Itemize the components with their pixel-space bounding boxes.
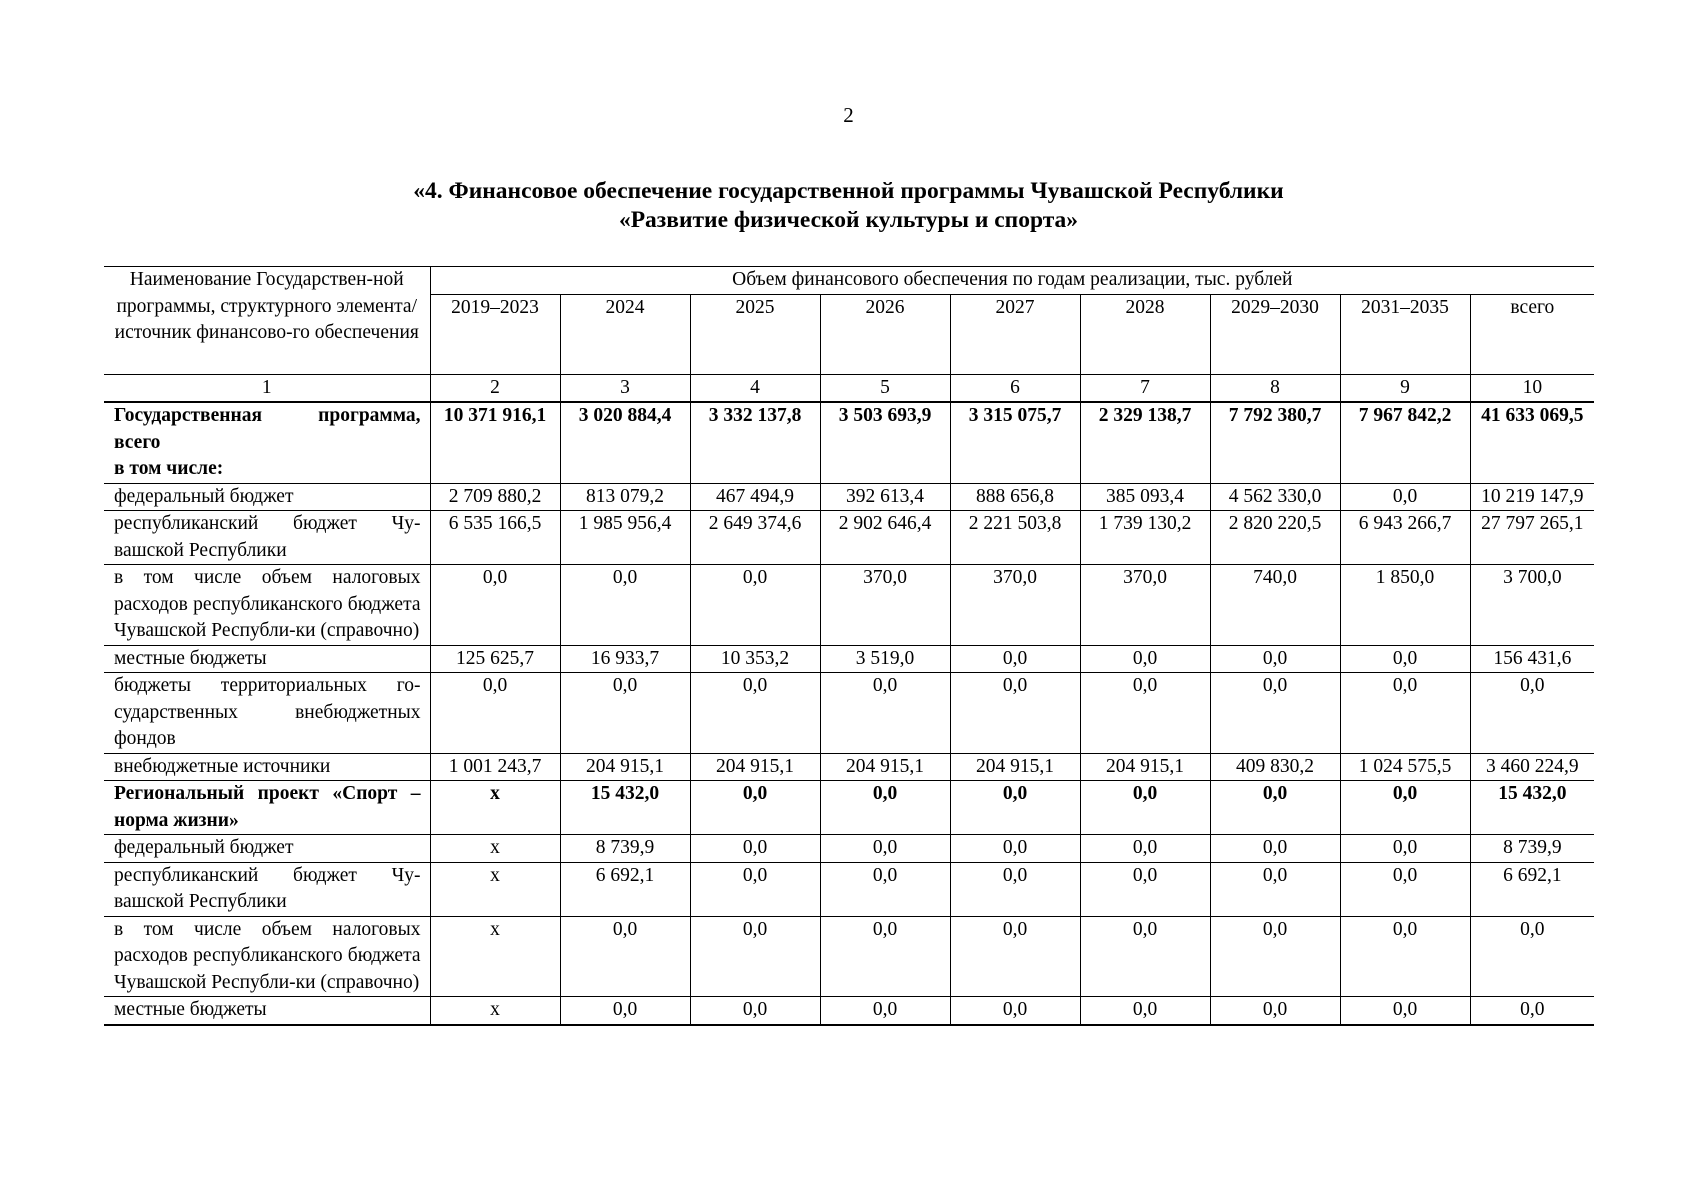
- value-cell: 3 503 693,9: [820, 402, 950, 483]
- value-cell: 10 371 916,1: [430, 402, 560, 483]
- column-number-cell: 9: [1340, 374, 1470, 402]
- column-number-cell: 7: [1080, 374, 1210, 402]
- value-cell: 3 460 224,9: [1470, 753, 1594, 781]
- table-row: [104, 565, 1594, 646]
- header-row-group: [104, 267, 1594, 295]
- value-cell: 10 353,2: [690, 645, 820, 673]
- value-cell: 3 020 884,4: [560, 402, 690, 483]
- header-name-column: Наименование Государствен-ной программы, структурного элемента/источник финансово-го обеспечения: [104, 267, 430, 375]
- value-cell: 888 656,8: [950, 483, 1080, 511]
- value-cell: 6 943 266,7: [1340, 511, 1470, 565]
- value-cell: 0,0: [690, 781, 820, 835]
- value-cell: 0,0: [1470, 916, 1594, 997]
- table-row: [104, 483, 1594, 511]
- row-name-cell: бюджеты территориальных го-сударственных внебюджетных фондов: [104, 673, 430, 754]
- value-cell: 6 692,1: [560, 862, 690, 916]
- value-cell: 1 001 243,7: [430, 753, 560, 781]
- header-year-cell: 2024: [560, 294, 690, 374]
- title-line-2: «Развитие физической культуры и спорта»: [618, 207, 1079, 233]
- value-cell: 15 432,0: [560, 781, 690, 835]
- value-cell: 0,0: [560, 916, 690, 997]
- value-cell: 0,0: [1340, 997, 1470, 1025]
- value-cell: 0,0: [1210, 997, 1340, 1025]
- row-name-cell: местные бюджеты: [104, 997, 430, 1025]
- value-cell: 409 830,2: [1210, 753, 1340, 781]
- value-cell: 0,0: [950, 916, 1080, 997]
- value-cell: 813 079,2: [560, 483, 690, 511]
- value-cell: 2 329 138,7: [1080, 402, 1210, 483]
- value-cell: 0,0: [820, 997, 950, 1025]
- value-cell: 467 494,9: [690, 483, 820, 511]
- value-cell: 7 792 380,7: [1210, 402, 1340, 483]
- header-year-cell: 2031–2035: [1340, 294, 1470, 374]
- header-year-cell: 2019–2023: [430, 294, 560, 374]
- value-cell: 0,0: [690, 997, 820, 1025]
- value-cell: 204 915,1: [1080, 753, 1210, 781]
- row-name-cell: Региональный проект «Спорт – норма жизни»: [104, 781, 430, 835]
- value-cell: 3 315 075,7: [950, 402, 1080, 483]
- value-cell: 0,0: [1470, 673, 1594, 754]
- column-number-cell: 3: [560, 374, 690, 402]
- value-cell: 204 915,1: [950, 753, 1080, 781]
- row-name-cell: республиканский бюджет Чу-вашской Республики: [104, 862, 430, 916]
- value-cell: 10 219 147,9: [1470, 483, 1594, 511]
- value-cell: 2 902 646,4: [820, 511, 950, 565]
- table-row: [104, 511, 1594, 565]
- value-cell: 1 850,0: [1340, 565, 1470, 646]
- value-cell: 0,0: [950, 645, 1080, 673]
- value-cell: 204 915,1: [560, 753, 690, 781]
- value-cell: 0,0: [820, 835, 950, 863]
- value-cell: 0,0: [1340, 781, 1470, 835]
- value-cell: 0,0: [820, 916, 950, 997]
- page-number: 2: [843, 103, 854, 127]
- value-cell: 125 625,7: [430, 645, 560, 673]
- column-number-cell: 5: [820, 374, 950, 402]
- column-number-cell: 10: [1470, 374, 1594, 402]
- value-cell: 0,0: [690, 673, 820, 754]
- header-year-cell: 2026: [820, 294, 950, 374]
- value-cell: 2 709 880,2: [430, 483, 560, 511]
- value-cell: 740,0: [1210, 565, 1340, 646]
- header-row-column-numbers: [104, 374, 1594, 402]
- table-row: [104, 673, 1594, 754]
- value-cell: 0,0: [1080, 781, 1210, 835]
- value-cell: 0,0: [1080, 862, 1210, 916]
- document-title: [200, 177, 1497, 235]
- value-cell: х: [430, 916, 560, 997]
- value-cell: 0,0: [690, 862, 820, 916]
- value-cell: 370,0: [820, 565, 950, 646]
- value-cell: 0,0: [1340, 862, 1470, 916]
- value-cell: 41 633 069,5: [1470, 402, 1594, 483]
- value-cell: 0,0: [560, 673, 690, 754]
- value-cell: 204 915,1: [690, 753, 820, 781]
- value-cell: 0,0: [1210, 916, 1340, 997]
- column-number-cell: 2: [430, 374, 560, 402]
- table-row: [104, 753, 1594, 781]
- value-cell: 8 739,9: [560, 835, 690, 863]
- value-cell: 204 915,1: [820, 753, 950, 781]
- value-cell: 16 933,7: [560, 645, 690, 673]
- value-cell: 156 431,6: [1470, 645, 1594, 673]
- value-cell: 0,0: [820, 781, 950, 835]
- header-year-cell: 2028: [1080, 294, 1210, 374]
- header-year-cell: всего: [1470, 294, 1594, 374]
- value-cell: 0,0: [950, 835, 1080, 863]
- value-cell: 0,0: [430, 565, 560, 646]
- column-number-cell: 8: [1210, 374, 1340, 402]
- value-cell: 0,0: [950, 862, 1080, 916]
- table-row: [104, 862, 1594, 916]
- header-group-title: Объем финансового обеспечения по годам реализации, тыс. рублей: [430, 267, 1594, 295]
- value-cell: 0,0: [690, 835, 820, 863]
- value-cell: 1 739 130,2: [1080, 511, 1210, 565]
- value-cell: 0,0: [1080, 997, 1210, 1025]
- row-name-cell: в том числе объем налоговых расходов республиканского бюджета Чувашской Республи-ки (справочно): [104, 916, 430, 997]
- value-cell: х: [430, 862, 560, 916]
- value-cell: 0,0: [430, 673, 560, 754]
- financing-table: [104, 266, 1594, 1026]
- row-name-cell: федеральный бюджет: [104, 835, 430, 863]
- value-cell: 0,0: [690, 565, 820, 646]
- value-cell: 6 535 166,5: [430, 511, 560, 565]
- value-cell: 370,0: [950, 565, 1080, 646]
- value-cell: 15 432,0: [1470, 781, 1594, 835]
- column-number-cell: 4: [690, 374, 820, 402]
- value-cell: 6 692,1: [1470, 862, 1594, 916]
- value-cell: 0,0: [1080, 916, 1210, 997]
- value-cell: 0,0: [690, 916, 820, 997]
- value-cell: 0,0: [1470, 997, 1594, 1025]
- table-row: [104, 835, 1594, 863]
- value-cell: 0,0: [1340, 483, 1470, 511]
- value-cell: 0,0: [1210, 781, 1340, 835]
- value-cell: 385 093,4: [1080, 483, 1210, 511]
- value-cell: 0,0: [820, 862, 950, 916]
- table-body: [104, 402, 1594, 1025]
- value-cell: 0,0: [1080, 673, 1210, 754]
- row-name-cell: Государственная программа, всего в том числе:: [104, 402, 430, 483]
- column-number-cell: 6: [950, 374, 1080, 402]
- value-cell: 4 562 330,0: [1210, 483, 1340, 511]
- value-cell: 0,0: [1340, 835, 1470, 863]
- title-line-1: «4. Финансовое обеспечение государственной программы Чувашской Республики: [413, 178, 1284, 204]
- row-name-cell: республиканский бюджет Чу-вашской Республики: [104, 511, 430, 565]
- header-year-cell: 2025: [690, 294, 820, 374]
- value-cell: 2 649 374,6: [690, 511, 820, 565]
- value-cell: 0,0: [1080, 835, 1210, 863]
- value-cell: 0,0: [820, 673, 950, 754]
- value-cell: 0,0: [1080, 645, 1210, 673]
- value-cell: 0,0: [1210, 673, 1340, 754]
- value-cell: х: [430, 835, 560, 863]
- value-cell: 0,0: [950, 997, 1080, 1025]
- value-cell: 3 519,0: [820, 645, 950, 673]
- row-name-cell: внебюджетные источники: [104, 753, 430, 781]
- header-year-cell: 2029–2030: [1210, 294, 1340, 374]
- table-row: [104, 916, 1594, 997]
- value-cell: 0,0: [950, 673, 1080, 754]
- table-row: [104, 997, 1594, 1025]
- value-cell: 0,0: [1210, 645, 1340, 673]
- value-cell: 370,0: [1080, 565, 1210, 646]
- value-cell: 8 739,9: [1470, 835, 1594, 863]
- value-cell: 0,0: [1210, 862, 1340, 916]
- value-cell: 0,0: [1340, 673, 1470, 754]
- row-name-cell: местные бюджеты: [104, 645, 430, 673]
- value-cell: 3 700,0: [1470, 565, 1594, 646]
- value-cell: х: [430, 997, 560, 1025]
- value-cell: 7 967 842,2: [1340, 402, 1470, 483]
- value-cell: 0,0: [560, 997, 690, 1025]
- value-cell: 392 613,4: [820, 483, 950, 511]
- value-cell: 1 024 575,5: [1340, 753, 1470, 781]
- value-cell: 27 797 265,1: [1470, 511, 1594, 565]
- value-cell: 2 820 220,5: [1210, 511, 1340, 565]
- row-name-cell: в том числе объем налоговых расходов республиканского бюджета Чувашской Республи-ки (справочно): [104, 565, 430, 646]
- value-cell: 1 985 956,4: [560, 511, 690, 565]
- value-cell: 0,0: [560, 565, 690, 646]
- header-year-cell: 2027: [950, 294, 1080, 374]
- table-row: [104, 781, 1594, 835]
- value-cell: х: [430, 781, 560, 835]
- row-name-cell: федеральный бюджет: [104, 483, 430, 511]
- value-cell: 0,0: [1340, 645, 1470, 673]
- value-cell: 0,0: [950, 781, 1080, 835]
- value-cell: 3 332 137,8: [690, 402, 820, 483]
- value-cell: 2 221 503,8: [950, 511, 1080, 565]
- value-cell: 0,0: [1210, 835, 1340, 863]
- value-cell: 0,0: [1340, 916, 1470, 997]
- table-row: [104, 645, 1594, 673]
- table-row: [104, 402, 1594, 483]
- column-number-cell: 1: [104, 374, 430, 402]
